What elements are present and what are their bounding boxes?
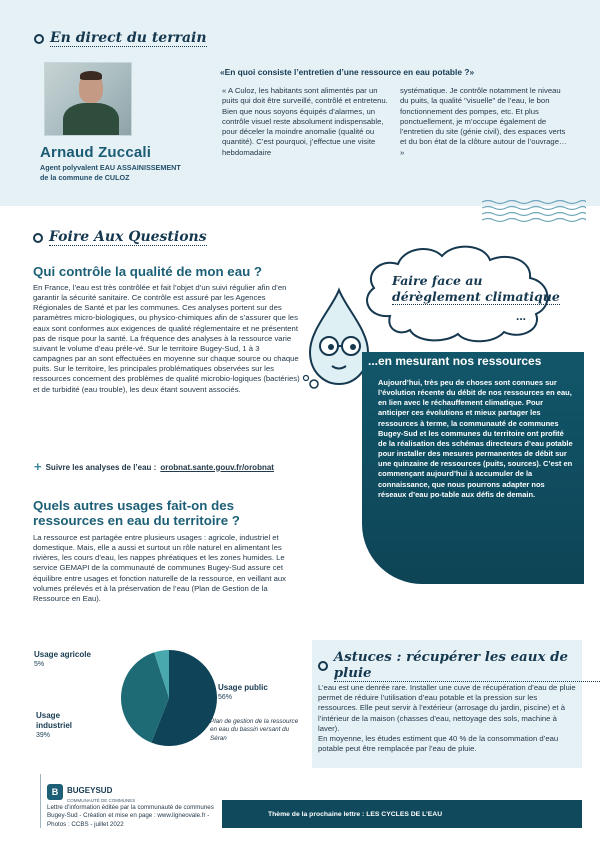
pie-source-note: Plan de gestion de la ressource en eau du bassin versant du Séran — [210, 718, 299, 742]
agent-name: Arnaud Zuccali — [40, 144, 152, 161]
field-report-title: En direct du terrain — [34, 30, 207, 47]
climate-text: Aujourd’hui, très peu de choses sont connues sur l’évolution récente du débit de nos ressources en eau, en lien avec le réchauffement climatique. Pour anticiper ces évolutions et mieux partager les ressources à terme, la communauté de communes Bugey-Sud et les communes du territoire ont profité de la réalisation des schémas directeurs d’eau potable pour installer des mesures permanentes de débit sur une quinzaine de ressources (puits, sources). C’est en commençant aujourd’hui à accumuler de la connaissance, que nous pourrons adapter nos réseaux d’eau po-table aux défis de demain. — [378, 378, 573, 499]
tips-text: L’eau est une denrée rare. Installer une cuve de récupération d’eau de pluie permet de réduire l’utilisation d’eau potable et la pression sur les ressources. Elle peut servir à l’extérieur (arrosage du jardin, piscine) et à l’intérieur de la maison (chasses d’eau, nettoyage des sols, machine à laver). En moyenne, les études estiment que 40 % de la consommation d’eau potable peut être remplacée par l’eau de pluie. — [318, 683, 576, 754]
bullet-ring-icon — [33, 233, 43, 243]
analysis-link-row: + Suivre les analyses de l’eau : orobnat.sante.gouv.fr/orobnat — [34, 462, 274, 472]
cloud-ellipsis: ... — [516, 309, 527, 323]
agent-photo — [44, 62, 132, 136]
interview-answer-col1: « A Culoz, les habitants sont alimentés par un puits qui doit être surveillé, contrôlé et entretenu. Bien que nous soyons équipés d’alarmes, un contrôle visuel reste absolument indispensable, pour déceler la moindre anomalie (qualité ou quantité). C’est pourquoi, j’effectue une visite hebdomadaire — [222, 86, 388, 157]
wave-decoration-icon — [482, 198, 586, 226]
pie-label-industriel: Usage industriel 39% — [36, 711, 73, 739]
pie-label-public: Usage public 56% — [218, 683, 268, 701]
agent-role: Agent polyvalent EAU ASSAINISSEMENT de la commune de CULOZ — [40, 163, 181, 182]
climate-heading: ...en mesurant nos ressources — [368, 354, 542, 368]
faq-q2-title: Quels autres usages fait-on des ressources en eau du territoire ? — [33, 498, 240, 528]
tips-title: Astuces : récupérer les eaux de pluie — [318, 649, 600, 682]
interview-question: «En quoi consiste l’entretien d’une ressource en eau potable ?» — [220, 67, 475, 77]
faq-q1-title: Qui contrôle la qualité de mon eau ? — [33, 264, 263, 279]
faq-q2-text: La ressource est partagée entre plusieurs usages : agricole, industriel et domestique. Mais, elle a aussi et surtout un rôle naturel en alimentant les rivières, les cours d’eau, les nappes phréatiques et les zones humides. Le service GEMAPI de la communauté de communes Bugey-Sud assure cet équilibre entre usages et fonction naturelle de la ressource, en veillant aux volumes prélevés et à la préservation de l’eau (Plan de Gestion de la Ressource en Eau). — [33, 533, 286, 603]
orobnat-link[interactable]: orobnat.sante.gouv.fr/orobnat — [160, 462, 274, 472]
faq-q1-text: En France, l’eau est très contrôlée et fait l’objet d’un suivi régulier afin d’en garantir la sécurité sanitaire. Ce contrôle est assuré par les Agences Régionales de Santé et par les communes. Ces analyses portent sur des paramètres micro-biologiques, ou physico-chimiques afin de s’assurer que les eaux sont conformes aux exigences de qualité réglementaire et ne présentent pas de risque pour la santé. La fréquence des analyses à la ressource varie suivant le volume d’eau préle-vé. Sur le territoire Bugey-Sud, 1 à 3 campagnes par an sont effectuées en moyenne sur chaque source ou chaque puits. Sur le territoire, les principales problématiques observées sur les ressources concernent des problèmes de qualité microbio-logiques (bactéries) et de turbidité (eau trouble), les deux étant souvent associés. — [33, 283, 300, 394]
footer-divider — [40, 774, 41, 828]
field-report-section — [0, 0, 600, 206]
climate-cloud-title: Faire face au dérèglement climatique — [392, 273, 560, 304]
plus-icon: + — [34, 462, 42, 472]
pie-label-agricole: Usage agricole 5% — [34, 650, 91, 668]
credits: Lettre d’information éditée par la communauté de communes Bugey-Sud - Création et mise en page : www.ligneovale.fr - Photos : CCBS - juillet 2022 — [47, 804, 214, 828]
logo-mark-icon: B — [47, 784, 63, 800]
bullet-ring-icon — [318, 661, 328, 671]
bugeysud-logo: B BUGEYSUD COMMUNAUTÉ DE COMMUNES — [47, 780, 135, 803]
next-issue-banner: Thème de la prochaine lettre : LES CYCLES DE L’EAU — [222, 800, 582, 828]
interview-answer-col2: systématique. Je contrôle notamment le niveau du puits, la qualité "visuelle" de l’eau, le bon fonctionnement des pompes, etc. Et plus ponctuellement, je m’occupe également de l’entretien du site (génie civil), des espaces verts et du bon état de la clôture autour de l’ouvrage… » — [400, 86, 567, 157]
faq-title: Foire Aux Questions — [33, 229, 207, 246]
bullet-ring-icon — [34, 34, 44, 44]
